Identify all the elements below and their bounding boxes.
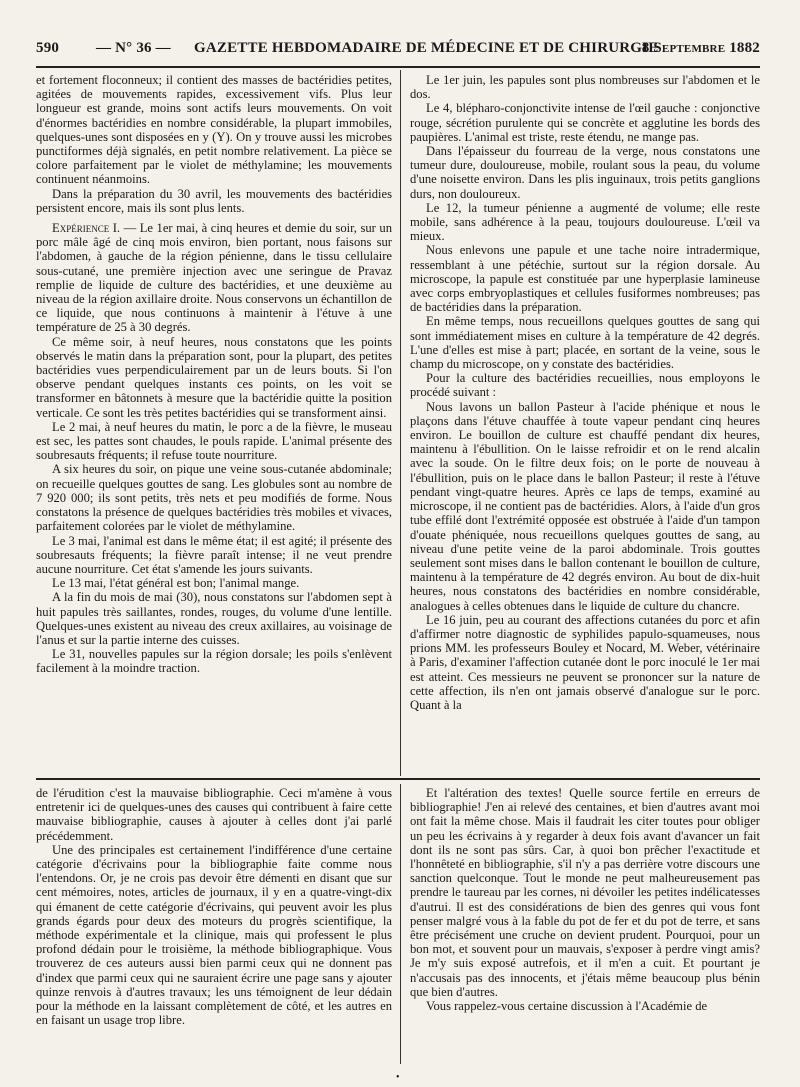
paragraph: Pour la culture des bactéridies recueillies, nous employons le procédé suivant : <box>410 371 760 400</box>
column-right-top <box>410 73 760 712</box>
paragraph: Le 16 juin, peu au courant des affections cutanées du porc et afin d'affirmer notre diagnostic de syphilides papulo-squameuses, nous prions MM. les professeurs Bouley et Nocard, M. Weber, vétérinaire à Paris, d'examiner l'affection cutanée dont le porc inoculé le 1er mai est atteint. Ces messieurs ne peuvent se prononcer sur la nature de cette affection, ils n'en ont jamais observé d'analogue sur le porc. Quant à la <box>410 612 760 712</box>
paragraph: Nous lavons un ballon Pasteur à l'acide phénique et nous le plaçons dans l'étuve chauffée à toute vapeur pendant cinq heures environ. Le bouillon de culture est chauffé pendant dix heures, maintenu à l'ébullition. On le laisse refroidir et on le rend alcalin avec la soude. On le filtre deux fois; on le porte de nouveau à l'ébullition, puis on le place dans le ballon Pasteur; il reste à l'étuve pendant vingt-quatre heures. Après ce laps de temps, examiné au microscope, il ne contient pas de bactéridies. Alors, à l'aide d'un gros tube effilé dont l'extrémité opposée est obstruée à l'aide d'un tampon d'ouate phéniquée, nous recueillons quelques gouttes de sang, au niveau d'une petite veine de la paroi abdominale. Trois gouttes seulement sont mises dans le ballon contenant le bouillon de culture, maintenu à la température de 42 degrés environ. Au bout de dix-huit heures, nous constatons des bactéridies en nombre considérable, analogues à celles obtenues dans le liquide de culture du chancre. <box>410 399 760 613</box>
experience-paragraph <box>36 221 392 335</box>
page-number: 590 <box>36 40 60 56</box>
paragraph: Le 1er juin, les papules sont plus nombreuses sur l'abdomen et le dos. <box>410 73 760 102</box>
column-divider-bottom <box>400 784 401 1064</box>
page-header <box>36 40 760 62</box>
issue-number: — N° 36 — <box>96 40 171 56</box>
paragraph: Une des principales est certainement l'indifférence d'une certaine catégorie d'écrivains pour la bibliographie faite comme nous l'entendons. Or, je ne crois pas devoir être démenti en disant que sur cent mémoires, notes, articles de journaux, il y en a quatre-vingt-dix qui émanent de cette catégorie d'écrivains, qui peuvent avoir les plus grands égards pour deux des moteurs du progrès scientifique, la méthode expérimentale et la clinique, mais qui professent le plus profond dédain pour le troisième, la méthode bibliographique. Vous trouverez de ces auteurs aussi bien parmi ceux qui ne donnent pas d'index que parmi ceux qui ne sauraient écrire une page sans y ajouter quinze renvois à d'autres travaux; les uns témoignent de leur dédain pour la méthode en la laissant complètement de côté, et les autres en en faisant un usage trop libre. <box>36 842 392 1028</box>
column-left-bottom <box>36 786 392 1027</box>
paragraph: A la fin du mois de mai (30), nous constatons sur l'abdomen sept à huit papules très saillantes, rondes, rouges, du volume d'une lentille. Quelques-unes existent au niveau des creux axillaires, au voisinage de l'anus et sur la partie interne des cuisses. <box>36 590 392 647</box>
paragraph: Le 12, la tumeur pénienne a augmenté de volume; elle reste mobile, sans adhérence à la peau, toujours douloureuse. L'œil va mieux. <box>410 200 760 244</box>
paragraph: Le 2 mai, à neuf heures du matin, le porc a de la fièvre, le museau est sec, les pattes sont chaudes, le pouls rapide. L'animal présente des soubresauts fréquents; il refuse toute nourriture. <box>36 419 392 463</box>
paragraph: Le 31, nouvelles papules sur la région dorsale; les poils s'enlèvent facilement à la moindre traction. <box>36 647 392 676</box>
journal-title: GAZETTE HEBDOMADAIRE DE MÉDECINE ET DE CHIRURGIE <box>194 40 659 56</box>
paragraph: et fortement floconneux; il contient des masses de bactéridies petites, agitées de mouvements rapides, excessivement vifs. Plus leur longueur est grande, moins sont actifs leurs mouvements. On voit d'énormes bactéridies en nombre considérable, la plupart immobiles, quelques-unes sont disposées en y (Y). On y trouve aussi les microbes punctiformes déjà signalés, en petit nombre relativement. La pièce se colore parfaitement par le violet de méthylamine; les mouvements continuent néanmoins. <box>36 73 392 187</box>
paragraph: En même temps, nous recueillons quelques gouttes de sang qui sont immédiatement mises en culture à la température de 42 degrés. L'une d'elles est mise à part; placée, en sortant de la veine, sous le champ du microscope, on y constate des bactéridies. <box>410 314 760 372</box>
paragraph: Dans la préparation du 30 avril, les mouvements des bactéridies persistent encore, mais ils sont plus lents. <box>36 186 392 215</box>
column-left-top <box>36 73 392 676</box>
paragraph: Le 4, blépharo-conjonctivite intense de l'œil gauche : conjonctive rouge, sécrétion purulente qui se concrète et agglutine les bords des paupières. L'animal est triste, reste étendu, ne mange pas. <box>410 101 760 144</box>
experience-text: Le 1er mai, à cinq heures et demie du soir, sur un porc mâle âgé de cinq mois environ, bien portant, nous faisons sur l'abdomen, à gauche de la région pénienne, dans le tissu cellulaire sous-cutané, une première injection avec une seringue de Pravaz remplie de liquide de culture des bactéridies, et une deuxième au niveau de la région axillaire droite. Nous conservons un échantillon de ce liquide, que nous continuons à maintenir à l'étuve à une température de 25 à 30 degrés. <box>36 221 392 335</box>
header-rule <box>36 66 760 68</box>
paragraph: A six heures du soir, on pique une veine sous-cutanée abdominale; on recueille quelques gouttes de sang. Les globules sont au nombre de 7 920 000; ils sont petits, très nets et peu modifiés de forme. Nous constatons la présence de quelques bactéridies très mobiles et vivaces, parfaitement colorées par le violet de méthylamine. <box>36 462 392 534</box>
paragraph: Nous enlevons une papule et une tache noire intradermique, ressemblant à une pétéchie, surtout sur la région dorsale. Au microscope, la papule est constituée par une hyperplasie lamineuse avec corps embryoplastiques et cellules fusiformes nombreuses; pas de bactéridies dans la préparation. <box>410 243 760 315</box>
experience-label: Expérience I. — <box>52 221 137 236</box>
paragraph: Et l'altération des textes! Quelle source fertile en erreurs de bibliographie! J'en ai relevé des centaines, et bien d'autres avant moi ont fait la même chose. Mais il faudrait les citer toutes pour obliger un peu les écrivains à y regarder à deux fois avant d'avancer un fait dont ils ne sont pas sûrs. Car, à quoi bon prêcher l'exactitude et l'honnêteté en bibliographie, s'il n'y a pas derrière votre discours une sanction quelconque. Tout le monde ne peut malheureusement pas prendre le taureau par les cornes, ni dévoiler les petites indélicatesses d'autrui. Il est des considérations de bien des genres qui vous font penser malgré vous à la fable du pot de fer et du pot de terre, et sans être précisément une cruche on devient prudent. Pourquoi, pour un bon mot, et souvent pour un mauvais, s'exposer à perdre vingt amis? Je m'y suis exposé autrefois, et il m'en a cuit. Et pourtant je n'accusais pas des innocents, et j'étais même beaucoup plus bénin que bien d'autres. <box>410 786 760 999</box>
column-right-bottom <box>410 786 760 1013</box>
paragraph: Le 13 mai, l'état général est bon; l'animal mange. <box>52 576 300 591</box>
column-divider-top <box>400 70 401 776</box>
paragraph: Vous rappelez-vous certaine discussion à l'Académie de <box>426 999 708 1014</box>
paragraph: Dans l'épaisseur du fourreau de la verge, nous constatons une tumeur dure, douloureuse, mobile, roulant sous la peau, du volume d'une noisette environ. Dans les plis inguinaux, trois petits ganglions durs, non douloureux. <box>410 144 760 201</box>
issue-date: 8 Septembre 1882 <box>641 40 760 56</box>
paragraph: de l'érudition c'est la mauvaise bibliographie. Ceci m'amène à vous entretenir ici de quelques-unes des causes qui contribuent à faire cette mauvaise bibliographie, causes à ajouter à celles dont j'ai parlé précédemment. <box>36 786 392 843</box>
section-rule <box>36 778 760 780</box>
footer-dot: • <box>396 1072 400 1083</box>
paragraph: Ce même soir, à neuf heures, nous constatons que les points observés le matin dans la préparation sont, pour la plupart, des petites bactéridies vues perpendiculairement par un de leurs bouts. Si l'on observe pendant quelques instants ces points, on les voit se transformer en bâtonnets à mesure que la bactéridie quitte la position verticale. Ce sont les très petites bactéridies qui se transforment ainsi. <box>36 334 392 420</box>
paragraph: Le 3 mai, l'animal est dans le même état; il est agité; il présente des soubresauts fréquents; la fièvre paraît intense; il ne veut prendre aucune nourriture. Cet état s'amende les jours suivants. <box>36 533 392 576</box>
